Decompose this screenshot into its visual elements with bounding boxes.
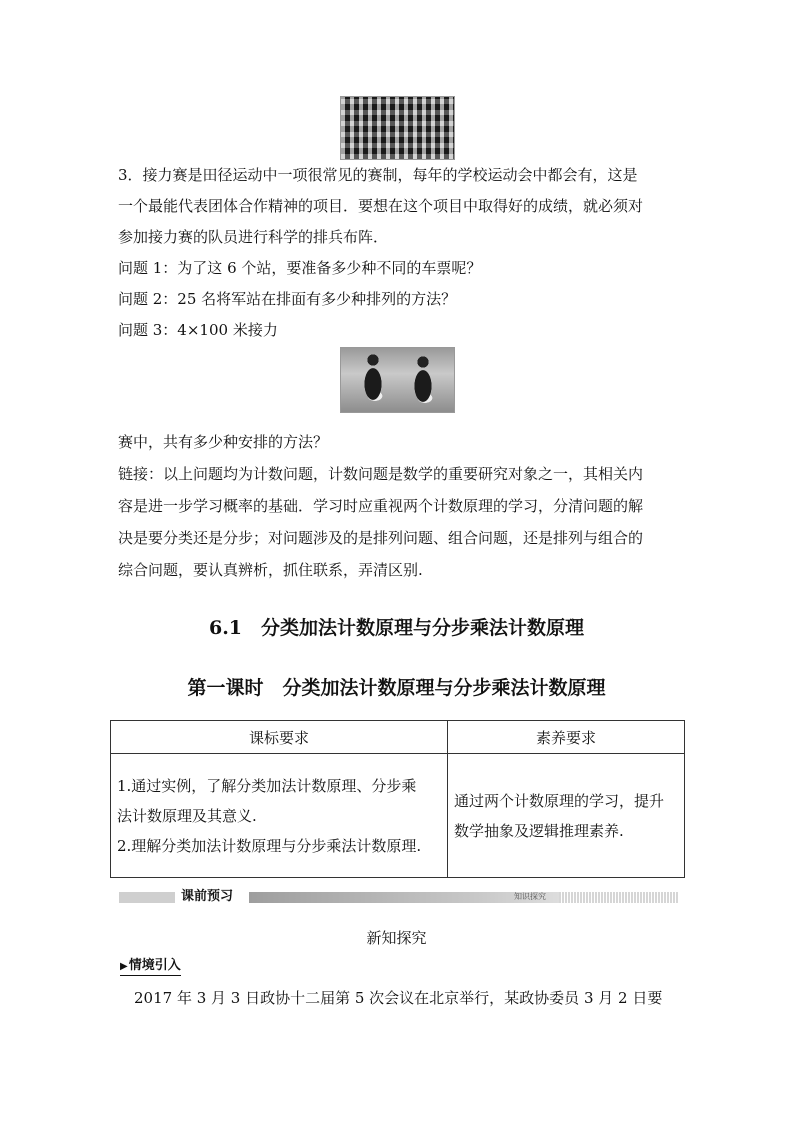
table-cell-curriculum (111, 754, 448, 878)
curriculum-line-2: 法计数原理及其意义. (117, 806, 257, 825)
triangle-icon: ▶ (120, 961, 128, 972)
table-header-curriculum: 课标要求 (111, 721, 448, 754)
link-line-3: 决是要分类还是分步；对问题涉及的是排列问题、组合问题，还是排列与组合的 (118, 529, 644, 547)
banner-left-block (119, 892, 175, 903)
relay-runners-photo (340, 347, 455, 413)
crowd-photo (340, 96, 455, 160)
link-line-1: 链接：以上问题均为计数问题，计数问题是数学的重要研究对象之一，其相关内 (118, 465, 644, 483)
banner-tail (559, 892, 679, 903)
section-title: 6.1 分类加法计数原理与分步乘法计数原理 (208, 617, 585, 639)
competency-line-1: 通过两个计数原理的学习，提升 (454, 791, 665, 810)
preview-banner (119, 889, 679, 905)
question-3: 问题 3：4×100 米接力 (118, 321, 278, 339)
link-line-2: 容是进一步学习概率的基础．学习时应重视两个计数原理的学习，分清问题的解 (118, 497, 644, 515)
intro-label (120, 957, 181, 976)
intro-label-text: 情境引入 (128, 958, 181, 973)
lesson-title: 第一课时 分类加法计数原理与分步乘法计数原理 (187, 677, 606, 699)
competency-line-2: 数学抽象及逻辑推理素养. (454, 821, 624, 840)
table-cell-competency (448, 754, 685, 878)
banner-right-label: 知识探究 (514, 892, 546, 901)
banner-label: 课前预习 (181, 889, 234, 904)
new-knowledge-heading: 新知探究 (366, 929, 427, 947)
question-2: 问题 2：25 名将军站在排面有多少种排列的方法？ (118, 290, 457, 308)
link-line-4: 综合问题，要认真辨析，抓住联系，弄清区别. (118, 561, 423, 579)
paragraph-3-line-3: 参加接力赛的队员进行科学的排兵布阵． (118, 228, 389, 246)
requirements-table (110, 720, 685, 878)
question-3-continued: 赛中，共有多少种安排的方法？ (118, 433, 329, 451)
intro-paragraph-line: 2017 年 3 月 3 日政协十二届第 5 次会议在北京举行，某政协委员 3 月 2 日要 (134, 989, 663, 1007)
curriculum-line-3: 2.理解分类加法计数原理与分步乘法计数原理. (117, 836, 422, 855)
curriculum-line-1: 1.通过实例，了解分类加法计数原理、分步乘 (117, 776, 417, 795)
question-1: 问题 1：为了这 6 个站，要准备多少种不同的车票呢？ (118, 259, 482, 277)
paragraph-3-line-2: 一个最能代表团体合作精神的项目．要想在这个项目中取得好的成绩，就必须对 (118, 197, 644, 215)
paragraph-3-line-1: 3．接力赛是田径运动中一项很常见的赛制，每年的学校运动会中都会有，这是 (118, 166, 638, 184)
table-header-competency: 素养要求 (448, 721, 685, 754)
